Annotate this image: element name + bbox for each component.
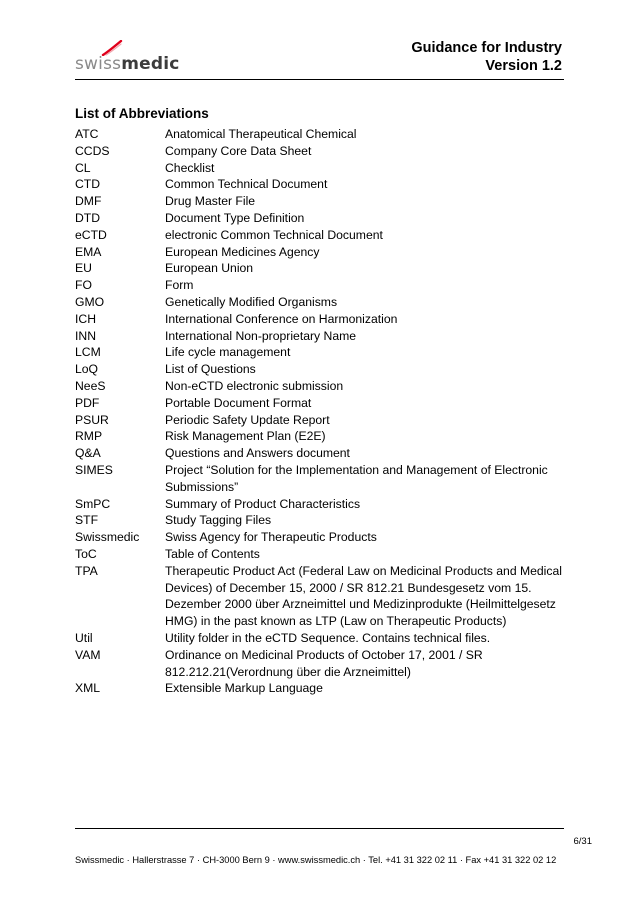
- abbreviation-definition: International Non-proprietary Name: [165, 328, 357, 343]
- abbreviation-row: [75, 378, 565, 395]
- abbreviation-list: [75, 126, 565, 697]
- abbreviation-definition: Non-eCTD electronic submission: [165, 378, 344, 393]
- abbreviation-definition: Common Technical Document: [165, 177, 328, 192]
- abbreviation-definition: European Union: [165, 261, 254, 276]
- abbreviation-term: XML: [75, 681, 101, 696]
- abbreviation-definition: List of Questions: [165, 362, 256, 377]
- abbreviation-definition: Risk Management Plan (E2E): [165, 429, 326, 444]
- document-header-title: [411, 39, 562, 75]
- abbreviation-definition: Project “Solution for the Implementation and Management of Electronic Submissions”: [165, 462, 548, 494]
- abbreviation-definition: Swiss Agency for Therapeutic Products: [165, 530, 377, 545]
- abbreviation-row: [75, 630, 565, 647]
- abbreviation-row: [75, 546, 565, 563]
- abbreviation-definition: Periodic Safety Update Report: [165, 412, 330, 427]
- header-version: Version 1.2: [485, 58, 562, 74]
- abbreviation-row: [75, 260, 565, 277]
- abbreviation-definition: Portable Document Format: [165, 395, 312, 410]
- abbreviation-definition: Life cycle management: [165, 345, 291, 360]
- abbreviation-term: ToC: [75, 546, 97, 561]
- abbreviation-row: [75, 126, 565, 143]
- abbreviation-term: EU: [75, 261, 92, 276]
- abbreviation-term: DTD: [75, 210, 101, 225]
- abbreviation-term: Swissmedic: [75, 530, 140, 545]
- abbreviation-definition: Questions and Answers document: [165, 446, 350, 461]
- abbreviation-row: [75, 328, 565, 345]
- footer-divider: [75, 828, 564, 829]
- abbreviation-term: SmPC: [75, 496, 111, 511]
- abbreviation-row: [75, 344, 565, 361]
- abbreviation-definition: Genetically Modified Organisms: [165, 294, 338, 309]
- abbreviation-definition: Table of Contents: [165, 546, 260, 561]
- abbreviation-row: [75, 311, 565, 328]
- section-title: List of Abbreviations: [75, 106, 209, 121]
- abbreviation-definition: Checklist: [165, 160, 215, 175]
- abbreviation-row: [75, 277, 565, 294]
- abbreviation-term: VAM: [75, 647, 101, 662]
- abbreviation-definition: European Medicines Agency: [165, 244, 320, 259]
- abbreviation-term: CCDS: [75, 143, 110, 158]
- abbreviation-term: Q&A: [75, 446, 101, 461]
- abbreviation-row: [75, 143, 565, 160]
- abbreviation-term: RMP: [75, 429, 103, 444]
- abbreviation-definition: Drug Master File: [165, 194, 256, 209]
- abbreviation-row: [75, 395, 565, 412]
- abbreviation-definition: Therapeutic Product Act (Federal Law on Medicinal Products and Medical Devices) of December 15, 2000 / SR 812.21 Bundesgesetz vom 15. Dezember 2000 über Arzneimittel und Medizinprodukte (Heilmittelgesetz HMG) in the past known as LTP (Law on Therapeutic Products): [165, 563, 562, 629]
- abbreviation-definition: Company Core Data Sheet: [165, 143, 312, 158]
- abbreviation-term: NeeS: [75, 378, 106, 393]
- abbreviation-term: CL: [75, 160, 91, 175]
- abbreviation-term: PSUR: [75, 412, 109, 427]
- abbreviation-row: [75, 361, 565, 378]
- abbreviation-term: CTD: [75, 177, 101, 192]
- abbreviation-row: [75, 210, 565, 227]
- abbreviation-term: FO: [75, 278, 92, 293]
- swissmedic-logo: [75, 40, 180, 78]
- abbreviation-definition: Form: [165, 278, 194, 293]
- abbreviation-row: [75, 294, 565, 311]
- abbreviation-term: LCM: [75, 345, 101, 360]
- abbreviation-term: ATC: [75, 127, 99, 141]
- abbreviation-row: [75, 529, 565, 546]
- abbreviation-definition: Anatomical Therapeutical Chemical: [165, 127, 357, 141]
- abbreviation-term: TPA: [75, 563, 98, 578]
- abbreviation-row: [75, 193, 565, 210]
- abbreviation-term: GMO: [75, 294, 105, 309]
- abbreviation-definition: Extensible Markup Language: [165, 681, 323, 696]
- abbreviation-definition: electronic Common Technical Document: [165, 227, 383, 242]
- abbreviation-term: ICH: [75, 311, 96, 326]
- abbreviation-term: INN: [75, 328, 96, 343]
- abbreviation-definition: International Conference on Harmonization: [165, 311, 398, 326]
- abbreviation-row: [75, 512, 565, 529]
- abbreviation-term: eCTD: [75, 227, 107, 242]
- abbreviation-term: SIMES: [75, 462, 113, 477]
- abbreviation-row: [75, 412, 565, 429]
- abbreviation-term: STF: [75, 513, 99, 528]
- abbreviation-term: PDF: [75, 395, 100, 410]
- abbreviation-row: [75, 176, 565, 193]
- abbreviation-row: [75, 647, 565, 681]
- abbreviation-row: [75, 462, 565, 496]
- page-number: 6/31: [573, 836, 592, 847]
- abbreviation-row: [75, 563, 565, 630]
- abbreviation-definition: Document Type Definition: [165, 210, 305, 225]
- abbreviation-definition: Study Tagging Files: [165, 513, 272, 528]
- footer-address: Swissmedic · Hallerstrasse 7 · CH-3000 Bern 9 · www.swissmedic.ch · Tel. +41 31 322 02 11 · Fax +41 31 322 02 12: [75, 855, 557, 865]
- logo-wordmark: swissmedic: [75, 54, 180, 74]
- abbreviation-term: EMA: [75, 244, 102, 259]
- abbreviation-row: [75, 227, 565, 244]
- abbreviation-row: [75, 496, 565, 513]
- header-divider: [75, 79, 564, 80]
- abbreviation-term: LoQ: [75, 362, 99, 377]
- abbreviation-term: Util: [75, 630, 93, 645]
- abbreviation-definition: Utility folder in the eCTD Sequence. Contains technical files.: [165, 630, 491, 645]
- abbreviation-term: DMF: [75, 194, 102, 209]
- header-title: Guidance for Industry: [411, 40, 562, 56]
- abbreviation-row: [75, 445, 565, 462]
- abbreviation-row: [75, 244, 565, 261]
- abbreviation-definition: Ordinance on Medicinal Products of October 17, 2001 / SR 812.212.21(Verordnung über die Arzneimittel): [165, 647, 483, 679]
- abbreviation-row: [75, 160, 565, 177]
- abbreviation-definition: Summary of Product Characteristics: [165, 496, 361, 511]
- abbreviation-row: [75, 428, 565, 445]
- abbreviation-row: [75, 680, 565, 697]
